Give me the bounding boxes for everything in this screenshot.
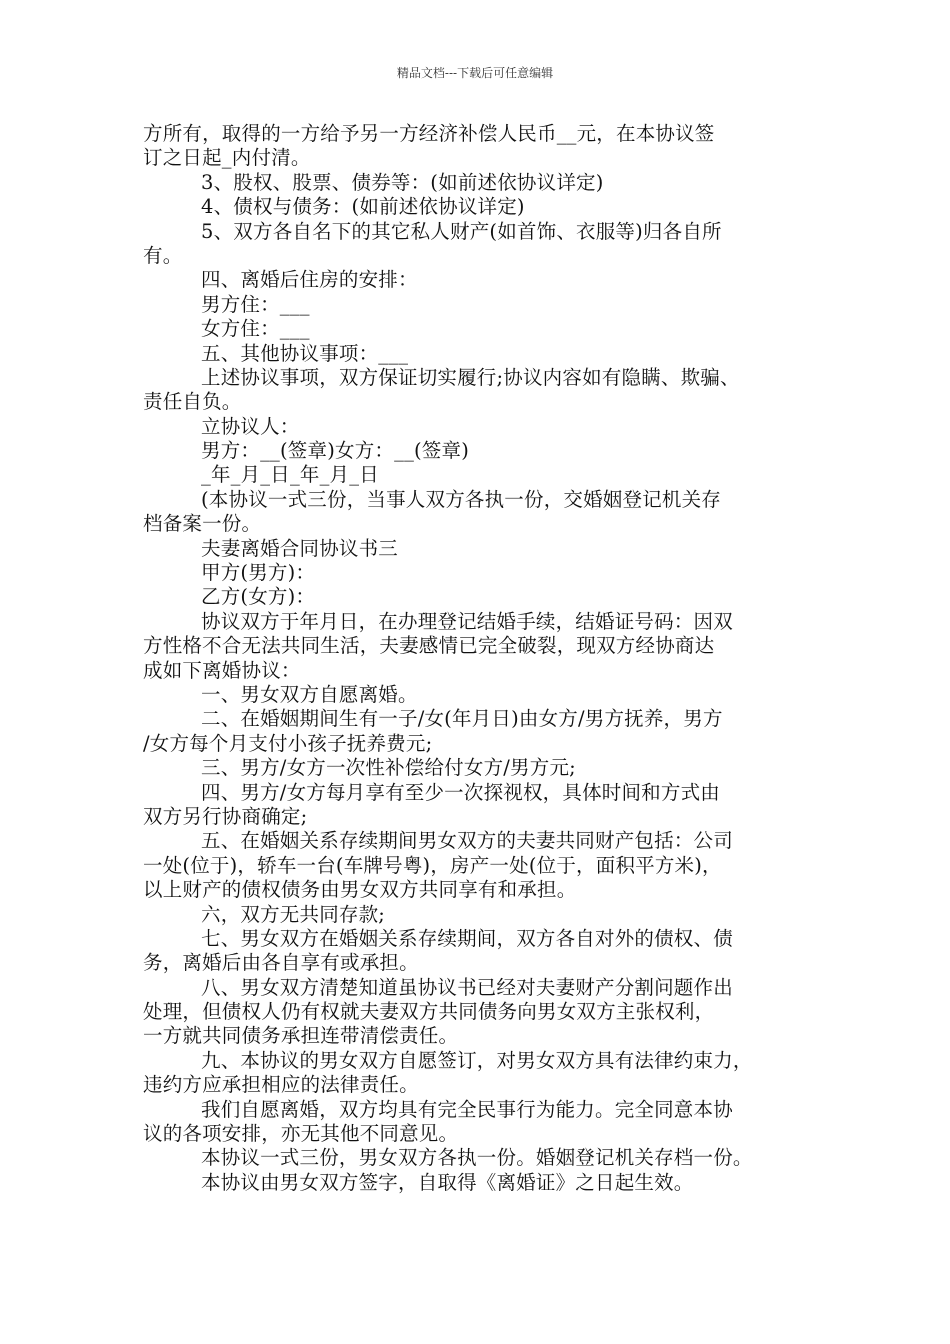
text-line: 本协议一式三份，男女双方各执一份。婚姻登记机关存档一份。 (201, 1146, 753, 1170)
text-line: 务，离婚后由各自享有或承担。 (143, 951, 419, 975)
text-line: 一处(位于)，轿车一台(车牌号粤)，房产一处(位于，面积平方米)， (143, 853, 722, 877)
document-body (143, 122, 833, 1195)
text-line: 八、男女双方清楚知道虽协议书已经对夫妻财产分割问题作出 (201, 975, 733, 999)
text-line: 有。 (143, 243, 183, 267)
text-line: 四、男方/女方每月享有至少一次探视权，具体时间和方式由 (201, 780, 720, 804)
text-line: 一方就共同债务承担连带清偿责任。 (143, 1024, 459, 1048)
text-line: 方所有，取得的一方给予另一方经济补偿人民币__元，在本协议签 (143, 122, 715, 145)
page-header: 精品文档---下载后可任意编辑 (396, 66, 554, 80)
text-line: _年_月_日_年_月_日 (201, 463, 379, 487)
text-line: 处理，但债权人仍有权就夫妻双方共同债务向男女双方主张权利， (143, 1000, 715, 1024)
text-line: 七、男女双方在婚姻关系存续期间，双方各自对外的债权、债 (201, 926, 733, 950)
text-line: 本协议由男女双方签字，自取得《离婚证》之日起生效。 (201, 1170, 694, 1194)
text-line: 5、双方各自名下的其它私人财产(如首饰、衣服等)归各自所 (201, 219, 722, 243)
text-line: 九、本协议的男女双方自愿签订，对男女双方具有法律约束力， (201, 1048, 753, 1072)
text-line: 议的各项安排，亦无其他不同意见。 (143, 1122, 459, 1146)
text-line: 4、债权与债务：(如前述依协议详定) (201, 195, 525, 219)
text-line: 协议双方于年月日，在办理登记结婚手续，结婚证号码：因双 (201, 609, 733, 633)
text-line: 违约方应承担相应的法律责任。 (143, 1073, 419, 1097)
text-line: 女方住：___ (201, 317, 310, 341)
text-line: 二、在婚姻期间生有一子/女(年月日)由女方/男方抚养，男方 (201, 707, 723, 731)
text-line: 双方另行协商确定; (143, 804, 308, 828)
text-line: 甲方(男方)： (201, 561, 316, 585)
text-line: 一、男女双方自愿离婚。 (201, 682, 418, 706)
text-line: 我们自愿离婚，双方均具有完全民事行为能力。完全同意本协 (201, 1097, 733, 1121)
text-line: 五、其他协议事项：___ (201, 341, 409, 365)
text-line: 四、离婚后住房的安排： (201, 268, 418, 292)
text-line: 成如下离婚协议： (143, 658, 301, 682)
text-line: 档备案一份。 (143, 512, 262, 536)
text-line: 订之日起_内付清。 (143, 146, 311, 170)
text-line: 上述协议事项，双方保证切实履行;协议内容如有隐瞒、欺骗、 (201, 365, 740, 389)
text-line: 三、男方/女方一次性补偿给付女方/男方元; (201, 756, 576, 780)
text-line: /女方每个月支付小孩子抚养费元; (143, 731, 433, 755)
text-line: 男方住：___ (201, 292, 310, 316)
text-line: (本协议一式三份，当事人双方各执一份，交婚姻登记机关存 (201, 487, 722, 511)
text-line: 责任自负。 (143, 390, 242, 414)
text-line: 以上财产的债权债务由男女双方共同享有和承担。 (143, 878, 577, 902)
text-line: 五、在婚姻关系存续期间男女双方的夫妻共同财产包括：公司 (201, 829, 733, 853)
text-line: 3、股权、股票、债券等：(如前述依协议详定) (201, 170, 604, 194)
text-line: 乙方(女方)： (201, 585, 316, 609)
text-line: 男方：__(签章)女方：__(签章) (201, 439, 470, 463)
text-line: 立协议人： (201, 414, 300, 438)
text-line: 六，双方无共同存款; (201, 902, 386, 926)
text-line: 夫妻离婚合同协议书三 (201, 536, 399, 560)
text-line: 方性格不合无法共同生活，夫妻感情已完全破裂，现双方经协商达 (143, 634, 715, 658)
